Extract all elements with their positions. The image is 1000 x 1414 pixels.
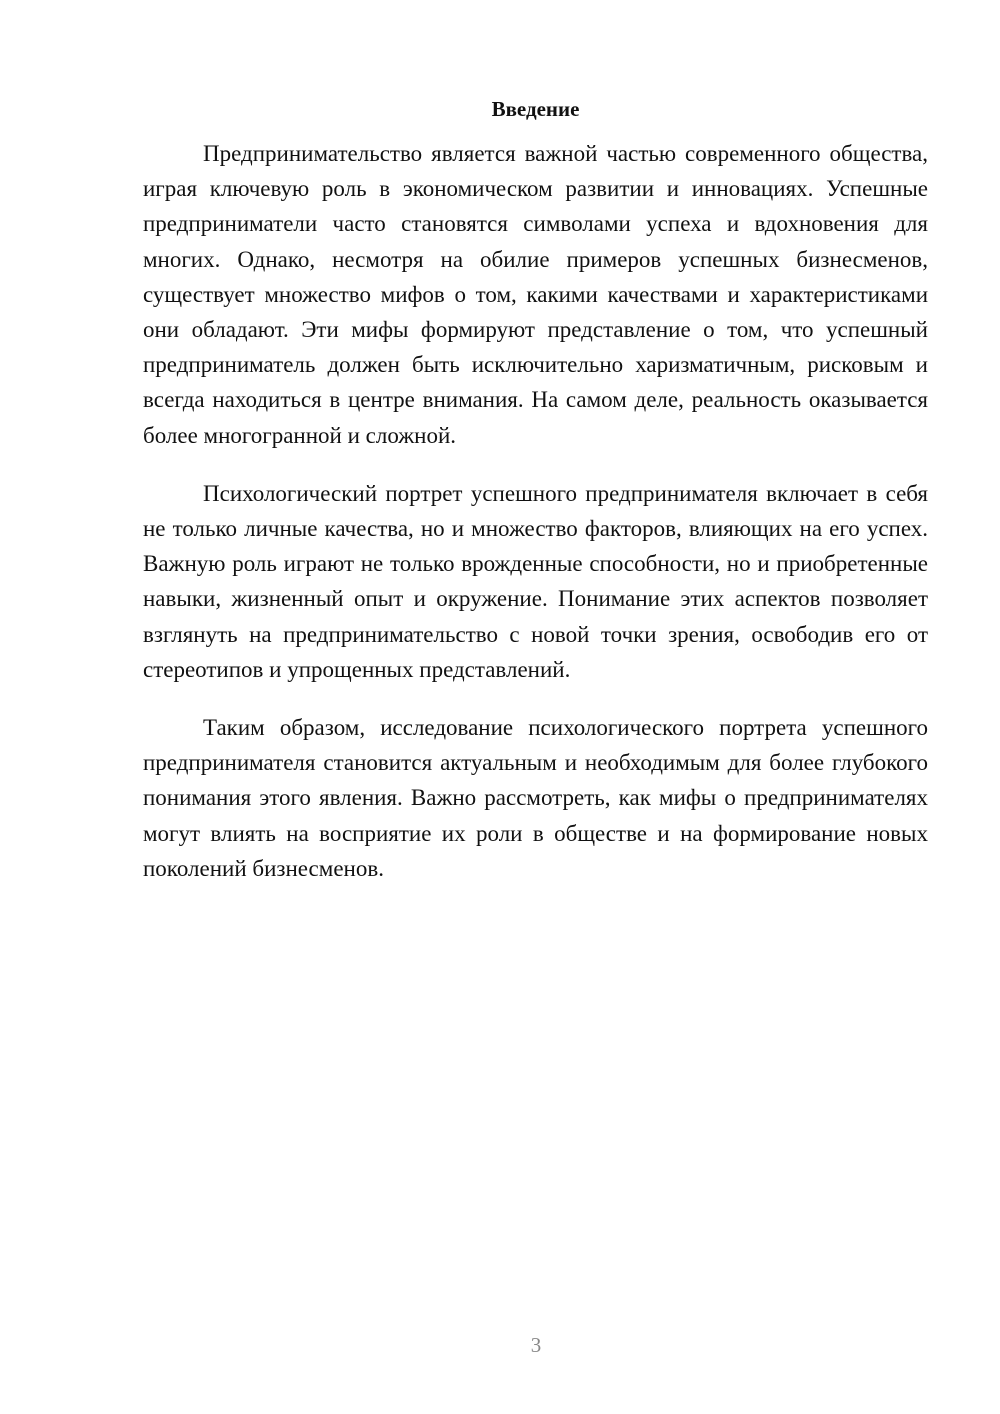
paragraph-2: Психологический портрет успешного предпринимателя включает в себя не только личные качества, но и множество факторов, влияющих на его успех. Важную роль играют не только врожденные способности, но и приобретенные навыки, жизненный опыт и окружение. Понимание этих аспектов позволяет взглянуть на предпринимательство с новой точки зрения, освободив его от стереотипов и упрощенных представлений. [143, 480, 928, 682]
section-title: Введение [491, 97, 580, 121]
page-number: 3 [530, 1333, 542, 1357]
page-content [143, 92, 928, 909]
paragraph-1: Предпринимательство является важной частью современного общества, играя ключевую роль в экономическом развитии и инновациях. Успешные предприниматели часто становятся символами успеха и вдохновения для многих. Однако, несмотря на обилие примеров успешных бизнесменов, существует множество мифов о том, какими качествами и характеристиками они обладают. Эти мифы формируют представление о том, что успешный предприниматель должен быть исключительно харизматичным, рисковым и всегда находиться в центре внимания. На самом деле, реальность оказывается более многогранной и сложной. [143, 141, 928, 448]
paragraph-3: Таким образом, исследование психологического портрета успешного предпринимателя становится актуальным и необходимым для более глубокого понимания этого явления. Важно рассмотреть, как мифы о предпринимателях могут влиять на восприятие их роли в обществе и на формирование новых поколений бизнесменов. [143, 715, 928, 881]
